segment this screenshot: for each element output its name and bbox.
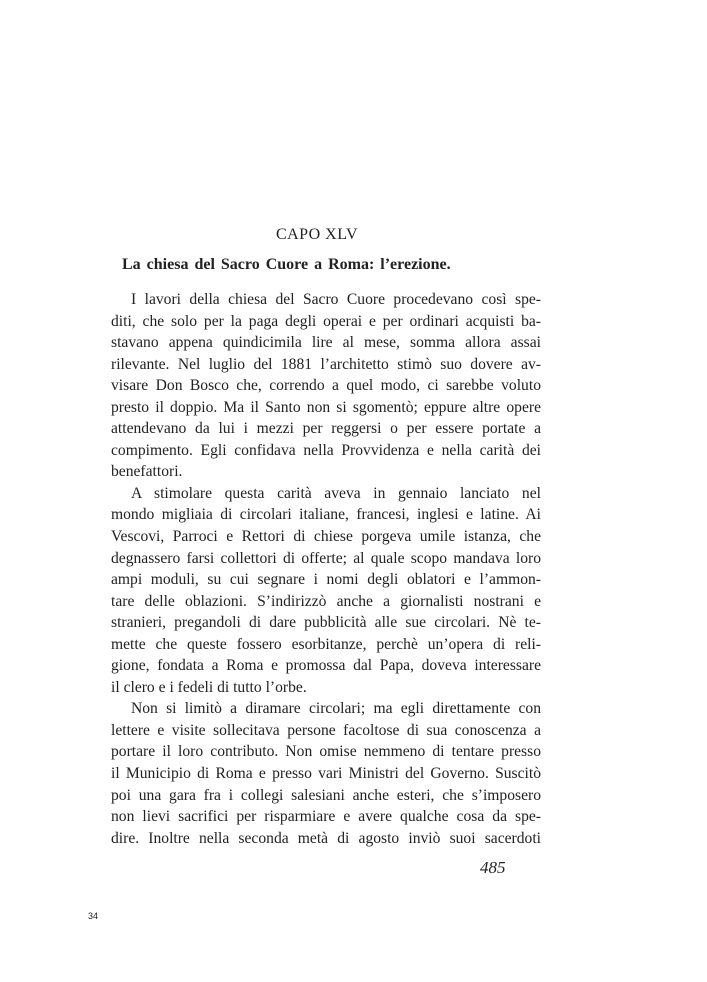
chapter-title: CAPO XLV [275,226,359,243]
text-line: stranieri, pregandoli di dare pubblicità alle sue circolari. Nè te- [111,614,541,632]
text-line: portare il loro contributo. Non omise nemmeno di tentare presso [111,743,541,761]
text-line: lettere e visite sollecitava persone facoltose di sua conoscenza a [111,721,541,739]
body-text [111,289,541,849]
signature-mark: 34 [88,911,99,921]
text-line: compimento. Egli confidava nella Provvidenza e nella carità dei [111,441,541,459]
text-line: I lavori della chiesa del Sacro Cuore procedevano così spe- [131,291,541,308]
text-line: presto il doppio. Ma il Santo non si sgomentò; eppure altre opere [111,398,541,416]
text-line: stavano appena quindicimila lire al mese, somma allora assai [111,334,541,352]
text-line: A stimolare questa carità aveva in gennaio lanciato nel [131,484,541,502]
text-line: ampi moduli, su cui segnare i nomi degli oblatori e l’ammon- [111,571,541,589]
text-line: il Municipio di Roma e presso vari Ministri del Governo. Suscitò [111,765,541,783]
text-line: mondo migliaia di circolari italiane, francesi, inglesi e latine. Ai [111,506,541,524]
text-line: non lievi sacrifici per risparmiare e avere qualche cosa da spe- [111,808,541,826]
text-line: Non si limitò a diramare circolari; ma egli direttamente con [131,700,541,718]
text-line: poi una gara fra i collegi salesiani anche esteri, che s’imposero [111,786,541,804]
text-line: gione, fondata a Roma e promossa dal Papa, doveva interessare [111,657,541,675]
text-line: rilevante. Nel luglio del 1881 l’architetto stimò suo dovere av- [111,355,541,373]
text-line: degnassero farsi collettori di offerte; al quale scopo mandava loro [111,549,541,567]
page-number: 485 [480,858,506,877]
text-line: tare delle oblazioni. S’indirizzò anche a giornalisti nostrani e [111,592,541,610]
text-line: benefattori. [111,463,183,481]
text-line: mette che queste fossero esorbitanze, perchè un’opera di reli- [111,635,541,653]
text-line: dire. Inoltre nella seconda metà di agosto inviò suoi sacerdoti [111,829,541,847]
text-line: visare Don Bosco che, correndo a quel modo, ci sarebbe voluto [111,377,541,395]
text-line: Vescovi, Parroci e Rettori di chiese porgeva umile istanza, che [111,528,541,546]
text-line: attendevano da lui i mezzi per reggersi o per essere portate a [111,420,541,438]
text-line: diti, che solo per la paga degli operai e per ordinari acquisti ba- [111,312,541,330]
chapter-heading: La chiesa del Sacro Cuore a Roma: l’erezione. [122,256,451,273]
text-line: il clero e i fedeli di tutto l’orbe. [111,678,307,696]
